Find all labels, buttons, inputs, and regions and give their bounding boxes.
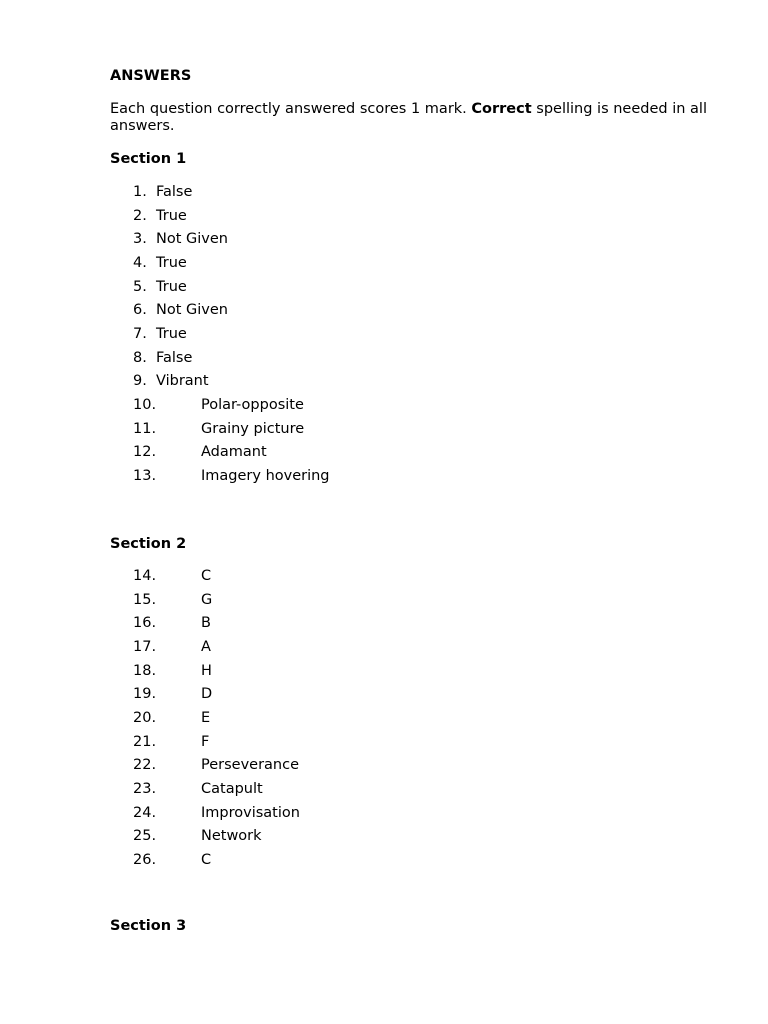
item-answer: False	[156, 184, 193, 200]
item-answer: True	[156, 254, 187, 271]
item-answer: Adamant	[201, 444, 267, 461]
item-answer: Not Given	[156, 302, 228, 319]
item-number: 17.	[133, 638, 157, 655]
item-number: 5.	[133, 278, 147, 295]
intro-text-part1: Each question correctly answered scores 1 mark.	[110, 101, 472, 117]
item-answer: Network	[201, 828, 262, 845]
item-number: 8.	[133, 349, 147, 366]
item-number: 7.	[133, 325, 147, 342]
intro-paragraph	[110, 101, 710, 135]
item-number: 4.	[133, 254, 147, 271]
item-number: 9.	[133, 373, 147, 390]
item-answer: Perseverance	[201, 757, 300, 774]
item-answer: Not Given	[156, 231, 228, 248]
item-answer: Grainy picture	[201, 420, 305, 437]
item-number: 6.	[133, 302, 147, 319]
item-number: 12.	[133, 444, 157, 461]
answer-sheet-page	[110, 0, 710, 1024]
item-answer: Polar-opposite	[201, 396, 304, 413]
item-number: 24.	[133, 804, 157, 821]
item-number: 10.	[133, 396, 157, 413]
item-number: 1.	[133, 184, 147, 200]
item-number: 25.	[133, 828, 157, 845]
item-number: 13.	[133, 467, 157, 484]
item-answer: G	[201, 591, 213, 608]
item-answer: F	[201, 733, 210, 750]
item-number: 19.	[133, 686, 157, 703]
section-2-heading: Section 2	[110, 536, 187, 552]
item-number: 2.	[133, 207, 147, 224]
intro-text-bold: Correct	[471, 101, 532, 117]
item-answer: True	[156, 207, 187, 224]
item-number: 3.	[133, 231, 147, 248]
item-answer: A	[201, 638, 211, 655]
item-number: 14.	[133, 568, 157, 584]
item-answer: D	[201, 686, 213, 703]
item-answer: Imagery hovering	[201, 467, 330, 484]
item-answer: True	[156, 325, 187, 342]
item-number: 15.	[133, 591, 157, 608]
item-answer: C	[201, 851, 212, 868]
intro-text-part2: spelling is needed in all answers.	[110, 101, 707, 134]
item-number: 18.	[133, 662, 157, 679]
item-answer: Catapult	[201, 780, 263, 797]
item-answer: Improvisation	[201, 804, 300, 821]
item-number: 23.	[133, 780, 157, 797]
item-answer: H	[201, 662, 212, 679]
item-number: 11.	[133, 420, 157, 437]
page-title: ANSWERS	[110, 68, 192, 84]
item-answer: C	[201, 568, 212, 584]
item-answer: True	[156, 278, 187, 295]
item-answer: E	[201, 709, 211, 726]
item-answer: False	[156, 349, 193, 366]
section-3-heading: Section 3	[110, 918, 187, 934]
item-number: 20.	[133, 709, 157, 726]
item-number: 22.	[133, 757, 157, 774]
item-number: 16.	[133, 615, 157, 632]
item-number: 21.	[133, 733, 157, 750]
item-answer: Vibrant	[156, 373, 209, 390]
item-number: 26.	[133, 851, 157, 868]
section-1-heading: Section 1	[110, 151, 187, 167]
item-answer: B	[201, 615, 211, 632]
